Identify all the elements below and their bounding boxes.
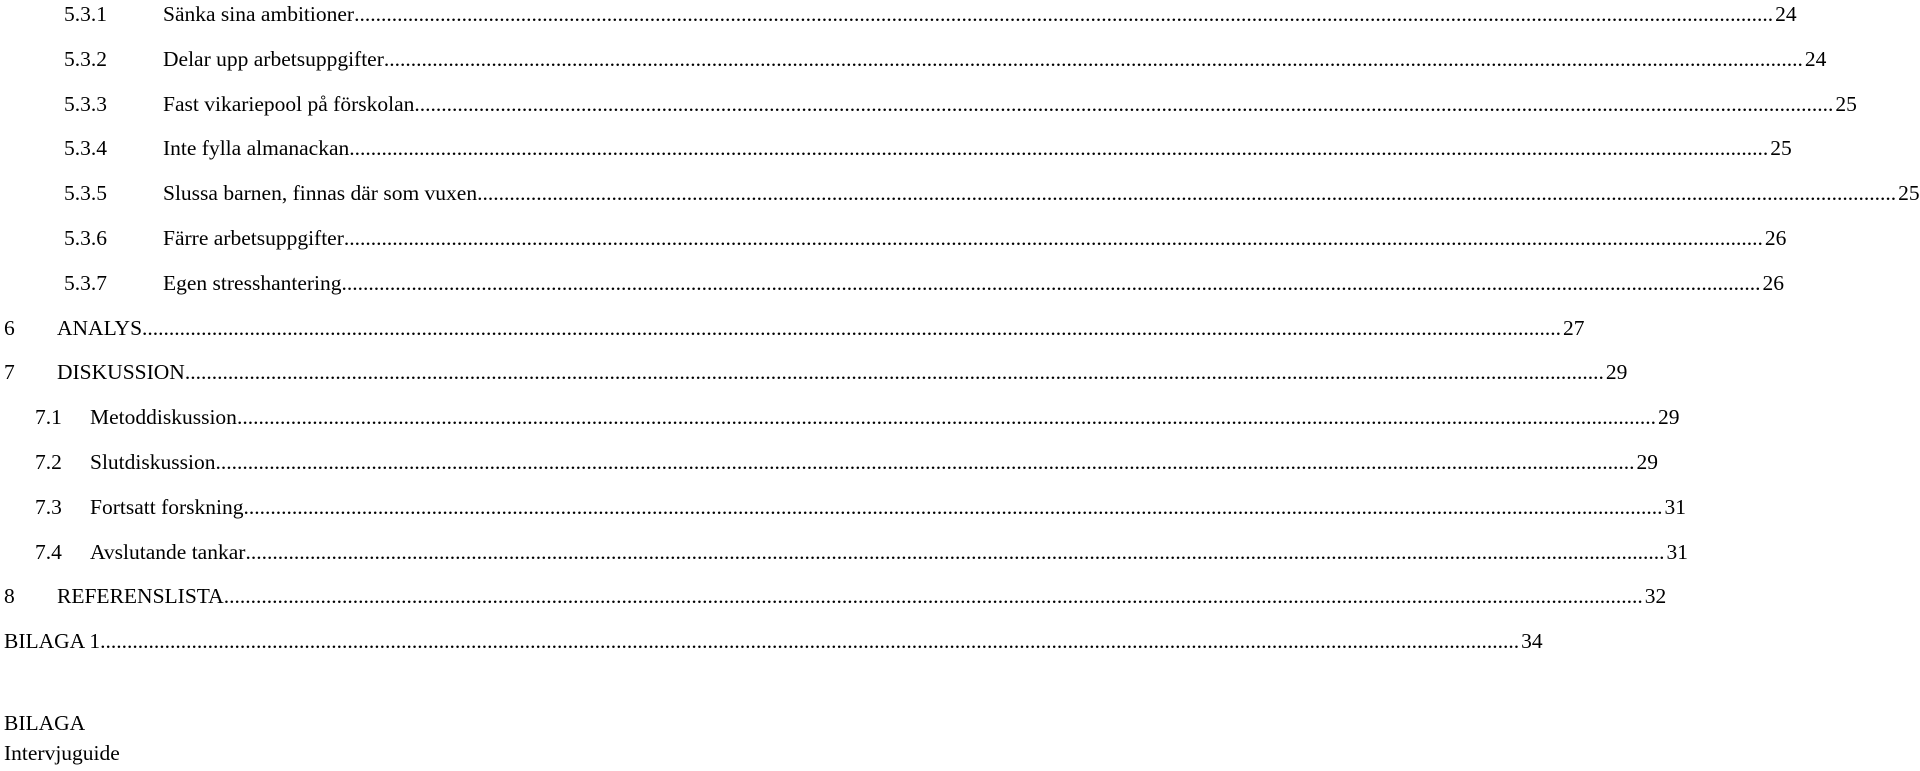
toc-dot-leader [237, 402, 1656, 432]
toc-entry-title: DISKUSSION [57, 360, 185, 385]
toc-entry-title: Fast vikariepool på förskolan [163, 91, 415, 116]
toc-dot-leader [100, 626, 1519, 656]
toc-dot-leader [414, 89, 1833, 119]
toc-entry-page: 31 [1666, 539, 1688, 564]
toc-entry-number: 5.3.4 [64, 136, 107, 161]
toc-entry-page: 26 [1762, 270, 1785, 295]
toc-entry-title: REFERENSLISTA [57, 584, 224, 609]
toc-entry-number: 7.1 [35, 405, 62, 430]
toc-entry-title: Slussa barnen, finnas där som vuxen [163, 181, 478, 206]
toc-entry-page: 29 [1636, 450, 1658, 474]
toc-dot-leader [245, 537, 1664, 567]
toc-entry[interactable] [0, 133, 1792, 163]
toc-entry-number: 7.3 [35, 494, 62, 519]
toc-entry-page: 25 [1770, 136, 1792, 161]
toc-entry-title: Metoddiskussion [90, 405, 237, 430]
toc-entry-page: 32 [1644, 584, 1667, 609]
toc-entry[interactable] [0, 313, 1585, 343]
toc-entry[interactable] [0, 626, 1543, 656]
toc-entry-title: Delar upp arbetsuppgifter [163, 46, 384, 71]
toc-dot-leader [185, 357, 1604, 387]
toc-dot-leader [224, 581, 1643, 611]
toc-entry-page: 24 [1804, 46, 1827, 71]
toc-entry-number: 6 [4, 315, 15, 340]
toc-entry-number: 7.2 [35, 450, 62, 474]
toc-entry-number: 8 [4, 584, 15, 609]
toc-entry[interactable] [0, 357, 1628, 387]
toc-entry-number: 7 [4, 360, 15, 385]
appendix-subtitle: Intervjuguide [4, 741, 120, 765]
appendix-heading: BILAGA [4, 711, 86, 735]
toc-entry[interactable] [0, 44, 1827, 74]
toc-entry[interactable] [0, 581, 1667, 611]
toc-entry-page: 31 [1664, 494, 1686, 519]
toc-entry-number: 5.3.6 [64, 226, 107, 250]
toc-dot-leader [354, 0, 1773, 29]
toc-entry-number: 5.3.5 [64, 181, 107, 206]
toc-entry[interactable] [0, 178, 1920, 208]
toc-entry-title: Slutdiskussion [90, 450, 216, 474]
toc-entry-number: 5.3.7 [64, 270, 107, 295]
toc-entry-number: 7.4 [35, 539, 62, 564]
toc-dot-leader [142, 313, 1561, 343]
toc-dot-leader [215, 447, 1634, 477]
toc-entry[interactable] [0, 223, 1787, 253]
toc-entry-page: 29 [1605, 360, 1628, 385]
toc-dot-leader [342, 268, 1761, 298]
toc-dot-leader [349, 133, 1768, 163]
toc-entry-page: 27 [1563, 315, 1585, 340]
toc-entry-page: 29 [1657, 405, 1680, 430]
toc-entry[interactable] [0, 447, 1658, 477]
toc-entry[interactable] [0, 492, 1686, 522]
toc-entry[interactable] [0, 537, 1688, 567]
toc-entry-number: 5.3.3 [64, 91, 107, 116]
toc-entry-page: 34 [1521, 629, 1543, 654]
toc-entry-title: Egen stresshantering [163, 270, 342, 295]
toc-entry-title: Inte fylla almanackan [163, 136, 350, 161]
toc-entry-title: Avslutande tankar [90, 539, 246, 564]
toc-entry-page: 26 [1764, 226, 1787, 250]
toc-entry[interactable] [0, 402, 1680, 432]
toc-dot-leader [243, 492, 1662, 522]
toc-entry-title: ANALYS [57, 315, 143, 340]
toc-entry-title: Fortsatt forskning [90, 494, 244, 519]
toc-entry-page: 25 [1898, 181, 1920, 206]
toc-dot-leader [477, 178, 1896, 208]
toc-entry[interactable] [0, 268, 1785, 298]
toc-entry-number: 5.3.1 [64, 2, 107, 26]
toc-entry-page: 24 [1775, 2, 1797, 26]
toc-entry-title: BILAGA 1 [4, 629, 101, 654]
toc-entry[interactable] [0, 0, 1797, 29]
toc-entry-number: 5.3.2 [64, 46, 107, 71]
toc-dot-leader [384, 44, 1803, 74]
toc-entry-title: Färre arbetsuppgifter [163, 226, 344, 250]
toc-entry-title: Sänka sina ambitioner [163, 2, 355, 26]
toc-entry[interactable] [0, 89, 1857, 119]
toc-entry-page: 25 [1835, 91, 1857, 116]
toc-dot-leader [344, 223, 1763, 253]
